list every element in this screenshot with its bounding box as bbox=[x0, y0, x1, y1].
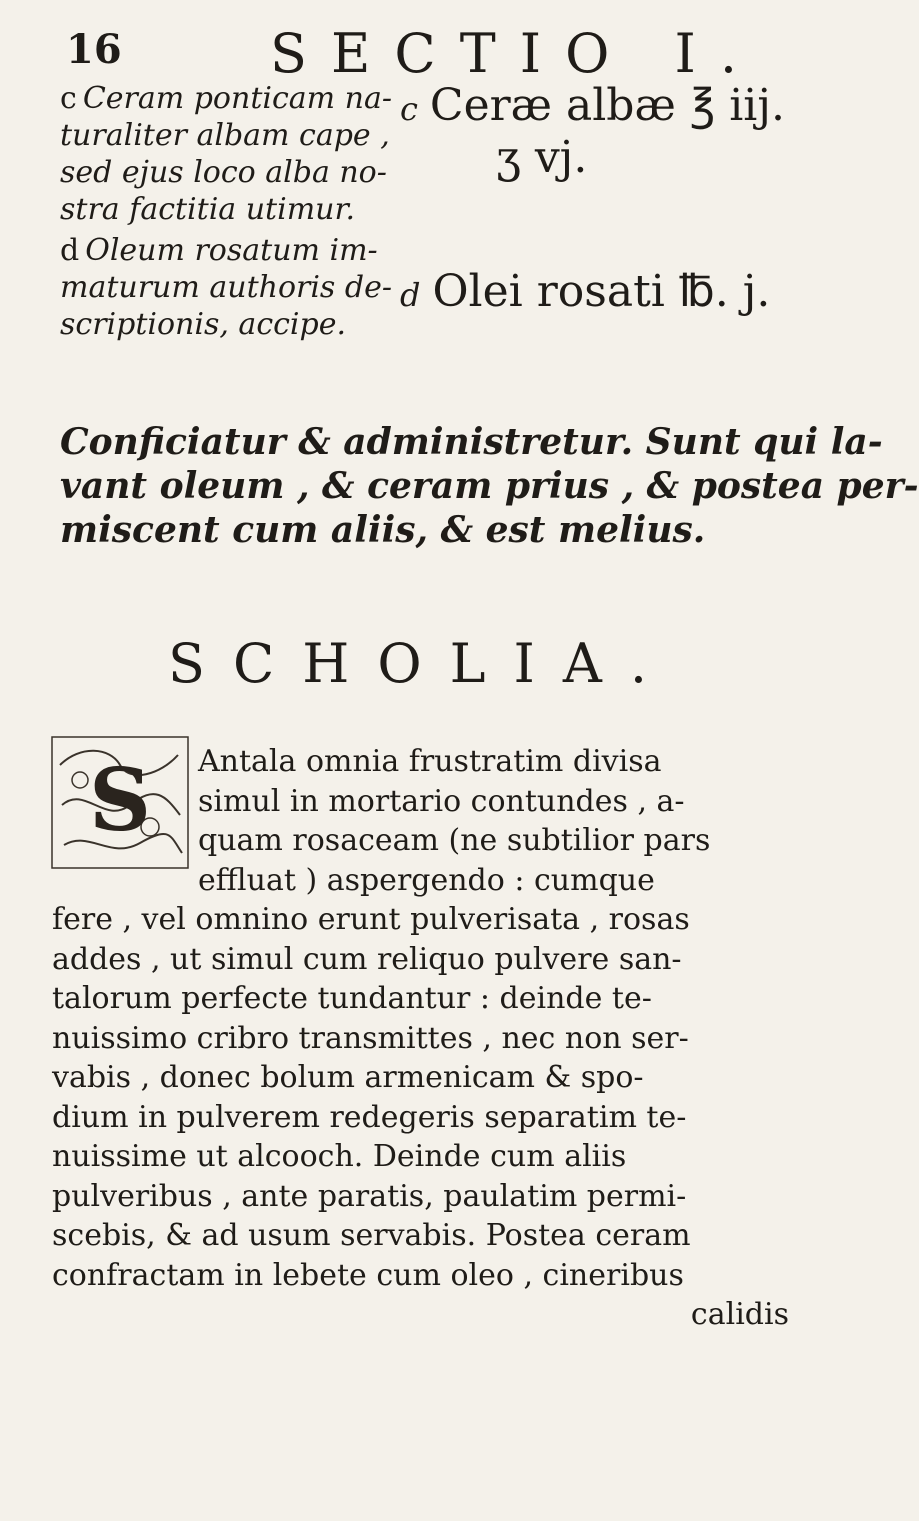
note-line: scriptionis, accipe. bbox=[60, 307, 347, 342]
body-line: addes , ut simul cum reliquo pulvere san- bbox=[52, 941, 682, 977]
body-line: confractam in lebete cum oleo , cineribus bbox=[52, 1257, 684, 1293]
recipe-marker: d bbox=[400, 276, 421, 314]
body-line: nuissimo cribro transmittes , nec non ser- bbox=[52, 1020, 689, 1056]
note-line: Oleum rosatum im- bbox=[85, 233, 378, 268]
body-line: dium in pulverem redegeris separatim te- bbox=[52, 1099, 687, 1135]
body-line: nuissime ut alcooch. Deinde cum aliis bbox=[52, 1139, 627, 1174]
body-line: scebis, & ad usum servabis. Postea ceram bbox=[52, 1218, 691, 1253]
recipe-text: Ceræ albæ ℥ iij. bbox=[429, 80, 785, 131]
initial-letter: S bbox=[88, 750, 152, 851]
scholia-body bbox=[52, 742, 797, 1335]
recipe-line-cera bbox=[400, 80, 785, 131]
page-header bbox=[60, 22, 770, 85]
running-head: SECTIO I. bbox=[270, 22, 762, 85]
recipe-marker: c bbox=[400, 90, 418, 128]
body-line: effluat ) aspergendo : cumque bbox=[198, 862, 655, 898]
body-line: talorum perfecte tundantur : deinde te- bbox=[52, 981, 652, 1016]
body-line: pulveribus , ante paratis, paulatim permi- bbox=[52, 1178, 687, 1214]
marginal-notes bbox=[60, 80, 392, 347]
note-line: turaliter albam cape , bbox=[60, 118, 390, 153]
body-line: fere , vel omnino erunt pulverisata , rosas bbox=[52, 902, 690, 937]
recipe-text: Olei rosati ℔. j. bbox=[432, 266, 771, 317]
recipe-subline: ʒ vj. bbox=[496, 132, 588, 183]
body-line: simul in mortario contundes , a- bbox=[198, 783, 685, 819]
catchword: calidis bbox=[690, 1297, 789, 1332]
note-d bbox=[60, 232, 392, 343]
page-number: 16 bbox=[66, 26, 122, 73]
paragraph-line: Conficiatur & administretur. Sunt qui la- bbox=[60, 421, 883, 463]
note-line: stra factitia utimur. bbox=[60, 192, 356, 227]
note-c bbox=[60, 80, 392, 228]
instruction-paragraph bbox=[60, 420, 919, 552]
note-line: Ceram ponticam na- bbox=[82, 81, 392, 116]
body-line: vabis , donec bolum armenicam & spo- bbox=[52, 1060, 644, 1095]
note-marker: c bbox=[60, 81, 77, 116]
note-line: sed ejus loco alba no- bbox=[60, 155, 387, 190]
note-marker: d bbox=[60, 233, 80, 268]
paragraph-line: vant oleum , & ceram prius , & postea per- bbox=[60, 465, 919, 507]
body-line: quam rosaceam (ne subtilior pars bbox=[198, 823, 711, 858]
section-heading: SCHOLIA. bbox=[168, 632, 676, 695]
recipe-line-oleum bbox=[400, 266, 770, 317]
note-line: maturum authoris de- bbox=[60, 270, 392, 305]
paragraph-line: miscent cum aliis, & est melius. bbox=[60, 509, 706, 551]
body-line: Antala omnia frustratim divisa bbox=[198, 744, 662, 779]
